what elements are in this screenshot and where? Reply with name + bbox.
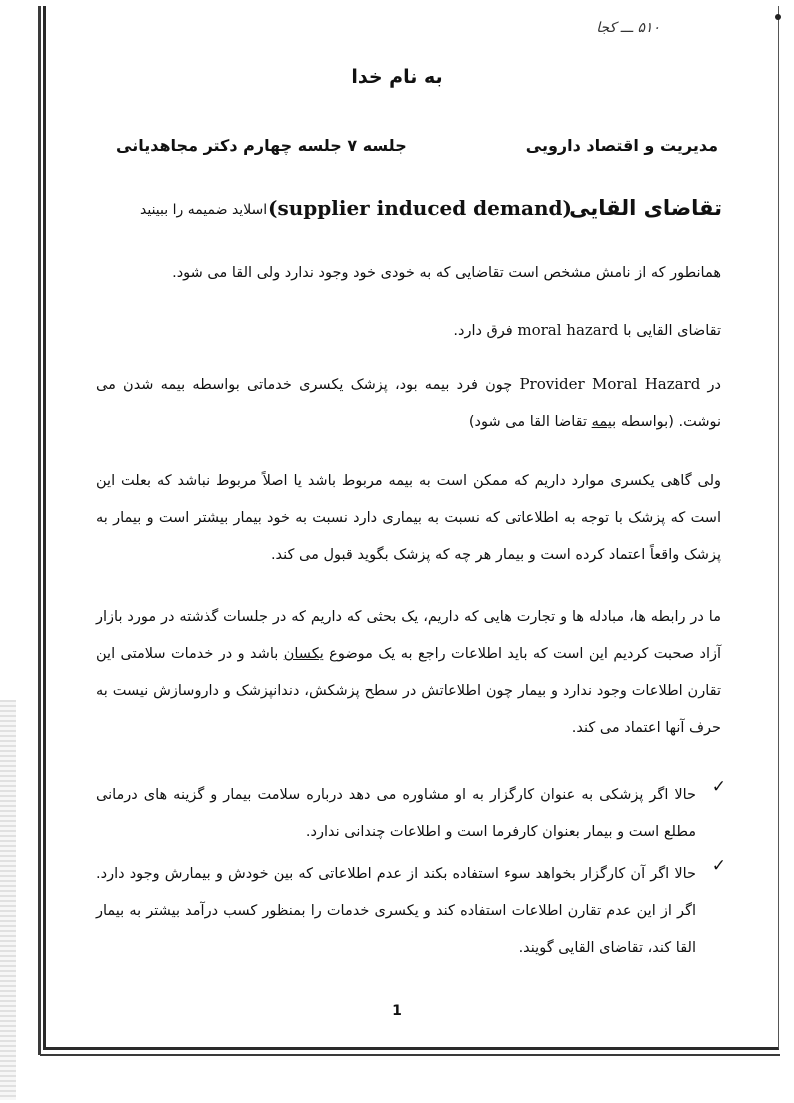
paragraph-1: همانطور که از نامش مشخص است تقاضایی که به خودی خود وجود ندارد ولی القا می شود.	[172, 265, 721, 281]
course-header	[116, 136, 718, 164]
topic-title-fa: تقاضای القایی	[569, 196, 722, 220]
paragraph-2-start: تقاضای القایی با	[623, 323, 721, 339]
checkmark-icon: ✓	[711, 856, 726, 876]
paragraph-5-end: باشد و در خدمات سلامتی این تقارن اطلاعات وجود ندارد و بیمار چون اطلاعاتش در سطح پزشکش، دندانپزشک و داروسازش نیست به حرف آنها اعتماد می کند.	[96, 646, 721, 736]
bullet-item-1	[96, 777, 726, 851]
paragraph-3-start: در	[707, 377, 722, 393]
course-name: مدیریت و اقتصاد دارویی	[525, 136, 718, 155]
paragraph-2	[96, 312, 721, 350]
bullet-item-2	[96, 856, 726, 967]
handwritten-note: ۵۱۰ ـــ کجا	[596, 20, 660, 36]
paragraph-3	[96, 366, 721, 441]
paragraph-5-start: ما در رابطه ها، مبادله ها و تجارت هایی که داریم، یک بحثی که داریم که در جلسات گذشته در مورد بازار آزاد صحبت کردیم این است که باید اطلاعات راجع به یک موضوع	[96, 609, 722, 662]
paragraph-5	[96, 599, 721, 747]
bullet-text-1: حالا اگر پزشکی به عنوان کارگزار به او مشاوره می دهد درباره سلامت بیمار و گزینه های درمانی مطلع است و بیمار بعنوان کارفرما است و اطلاعات چندانی ندارد.	[96, 787, 696, 840]
checkmark-icon: ✓	[711, 777, 726, 797]
page-number: 1	[392, 1003, 402, 1019]
paragraph-5-underlined: یکسان	[283, 646, 324, 662]
document-title: به نام خدا	[351, 66, 443, 88]
paragraph-3-end: تقاضا القا می شود)	[468, 414, 588, 430]
scan-dot-mark	[775, 14, 781, 20]
moral-hazard-term: moral hazard	[517, 321, 619, 339]
paragraph-3-underlined: بیمه	[591, 414, 617, 430]
paragraph-3-body: چون فرد بیمه بود، پزشک یکسری خدماتی بواسطه بیمه شدن می نوشت. (بواسطه	[96, 377, 721, 430]
provider-moral-hazard-term: Provider Moral Hazard	[519, 375, 701, 393]
scan-shadow-edge	[0, 700, 16, 1100]
topic-title-en: (supplier induced demand)	[268, 196, 572, 220]
paragraph-2-end: فرق دارد.	[453, 323, 513, 339]
paragraph-4: ولی گاهی یکسری موارد داریم که ممکن است به بیمه مربوط باشد یا اصلاً مربوط نباشد که بعلت این است که پزشک با توجه به اطلاعاتی که نسبت به بیماری دارد نسبت به خود بیمار بیشتر است و بیمار به پزشک واقعاً اعتماد کرده است و بیمار هر چه که پزشک بگوید قبول می کند.	[96, 473, 721, 563]
topic-note: اسلاید ضمیمه را ببینید	[140, 202, 268, 218]
topic-heading	[140, 196, 722, 228]
page-border-bottom	[40, 1054, 780, 1056]
session-info: جلسه ۷ جلسه چهارم دکتر مجاهدیانی	[116, 136, 407, 155]
bullet-text-2: حالا اگر آن کارگزار بخواهد سوء استفاده بکند از عدم اطلاعاتی که بین خودش و بیمارش وجود دارد. اگر از این عدم تقارن اطلاعات استفاده کند و یکسری خدمات را بمنظور کسب درآمد بیشتر به بیمار القا کند، تقاضای القایی گویند.	[96, 866, 696, 956]
